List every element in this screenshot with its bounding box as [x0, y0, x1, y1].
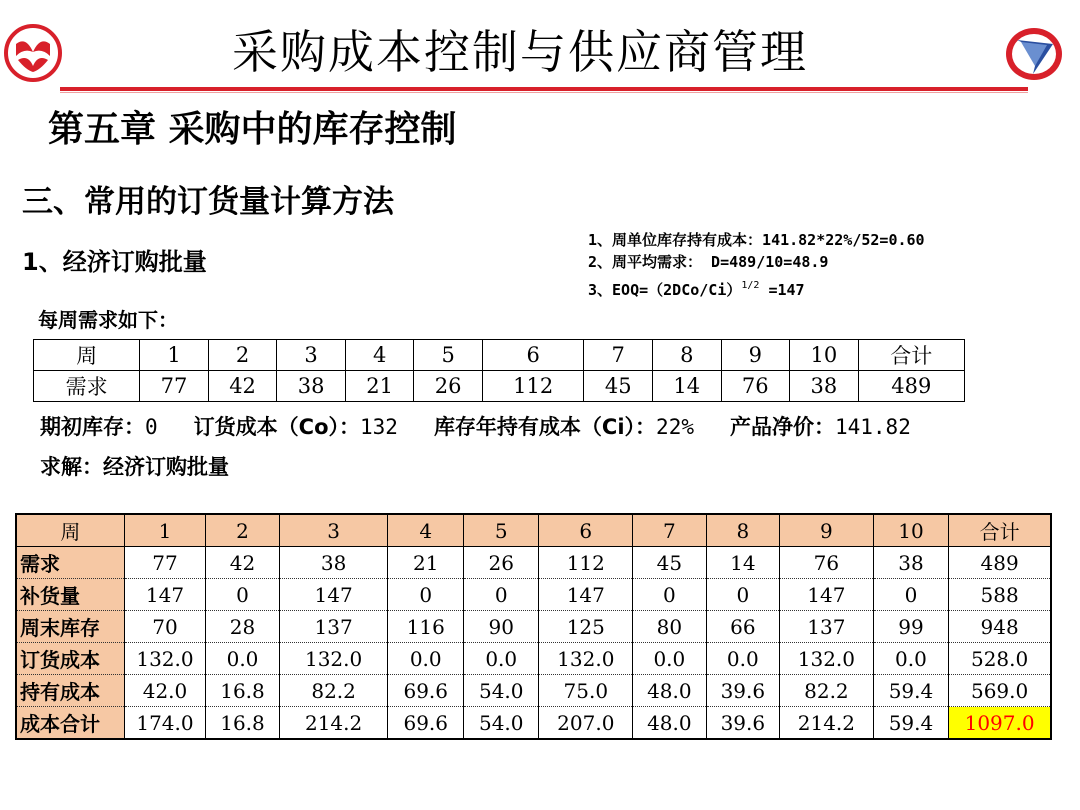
- result-table-cell: 59.4: [873, 675, 949, 707]
- demand-table-cell: 5: [414, 340, 483, 371]
- result-table-row-label: 成本合计: [16, 707, 124, 740]
- result-table-cell: 39.6: [706, 675, 779, 707]
- result-table-header-label: 周: [16, 514, 124, 547]
- holding-cost-label: 库存年持有成本（Ci）：: [433, 415, 657, 439]
- result-table-cell: 66: [706, 611, 779, 643]
- formula-eoq-exponent: 1/2: [741, 280, 760, 291]
- weekly-demand-label: 每周需求如下：: [38, 308, 178, 332]
- result-table-cell: 54.0: [463, 707, 539, 740]
- result-table-cell: 59.4: [873, 707, 949, 740]
- section-heading: 三、常用的订货量计算方法: [22, 184, 394, 220]
- demand-table-cell: 10: [790, 340, 859, 371]
- result-table-cell: 132.0: [279, 643, 388, 675]
- result-table-header-cell: 5: [463, 514, 539, 547]
- table-row: [16, 675, 1051, 707]
- order-cost-value: 132: [360, 415, 398, 439]
- result-table-cell: 207.0: [539, 707, 633, 740]
- result-table-cell: 214.2: [780, 707, 874, 740]
- demand-table-cell: 14: [653, 371, 722, 402]
- demand-table-cell: 112: [482, 371, 584, 402]
- result-table-cell: 147: [279, 579, 388, 611]
- total-cost-highlight-cell: 1097.0: [949, 707, 1051, 740]
- result-table-row-label: 订货成本: [16, 643, 124, 675]
- demand-table-row-label: 需求: [34, 371, 140, 402]
- header-divider-shadow: [60, 92, 1028, 93]
- table-row: [16, 611, 1051, 643]
- result-table-cell: 45: [633, 547, 706, 579]
- formula-holding-cost: 1、周单位库存持有成本：141.82*22%/52=0.60: [588, 231, 925, 249]
- result-table-cell: 0.0: [633, 643, 706, 675]
- result-table-cell: 82.2: [279, 675, 388, 707]
- table-row: [16, 643, 1051, 675]
- chapter-heading: 第五章 采购中的库存控制: [48, 108, 457, 150]
- result-table-cell: 948: [949, 611, 1051, 643]
- demand-table-cell: 2: [208, 340, 277, 371]
- result-table-header-cell: 2: [206, 514, 279, 547]
- formula-eoq-result: =147: [759, 281, 805, 299]
- result-table-cell: 76: [780, 547, 874, 579]
- order-cost-label: 订货成本（Co）：: [193, 415, 360, 439]
- result-table-cell: 147: [780, 579, 874, 611]
- result-table-header-cell: 3: [279, 514, 388, 547]
- result-table-cell: 48.0: [633, 675, 706, 707]
- result-table-cell: 137: [279, 611, 388, 643]
- result-table-cell: 174.0: [124, 707, 206, 740]
- result-table-cell: 21: [388, 547, 464, 579]
- demand-table-demand-row: [34, 371, 965, 402]
- demand-table-cell: 9: [721, 340, 790, 371]
- eoq-result-table: [15, 513, 1052, 740]
- result-table-cell: 0: [206, 579, 279, 611]
- result-table-cell: 42.0: [124, 675, 206, 707]
- demand-table-cell: 4: [345, 340, 414, 371]
- table-row: [16, 707, 1051, 740]
- result-table-header-cell: 1: [124, 514, 206, 547]
- result-table-cell: 569.0: [949, 675, 1051, 707]
- demand-table-cell: 8: [653, 340, 722, 371]
- weekly-demand-table: [33, 339, 965, 402]
- result-table-header-cell: 8: [706, 514, 779, 547]
- initial-inventory-value: 0: [145, 415, 158, 439]
- dongfeng-logo-icon: [4, 22, 62, 84]
- demand-table-cell: 77: [140, 371, 209, 402]
- holding-cost-value: 22%: [656, 415, 694, 439]
- result-table-cell: 42: [206, 547, 279, 579]
- table-row: [16, 579, 1051, 611]
- parameters-line: [40, 412, 911, 442]
- result-table-cell: 528.0: [949, 643, 1051, 675]
- demand-table-cell: 76: [721, 371, 790, 402]
- result-table-cell: 0.0: [463, 643, 539, 675]
- result-table-cell: 38: [279, 547, 388, 579]
- table-row: [16, 547, 1051, 579]
- result-table-header-cell: 合计: [949, 514, 1051, 547]
- result-table-header-cell: 6: [539, 514, 633, 547]
- initial-inventory-label: 期初库存：: [40, 415, 145, 439]
- demand-table-cell: 489: [858, 371, 964, 402]
- result-table-row-label: 持有成本: [16, 675, 124, 707]
- formula-eoq: [588, 276, 805, 300]
- result-table-cell: 132.0: [124, 643, 206, 675]
- result-table-cell: 99: [873, 611, 949, 643]
- result-table-header-row: [16, 514, 1051, 547]
- result-table-header-cell: 4: [388, 514, 464, 547]
- result-table-cell: 125: [539, 611, 633, 643]
- result-table-cell: 0.0: [706, 643, 779, 675]
- demand-table-cell: 38: [277, 371, 346, 402]
- result-table-cell: 80: [633, 611, 706, 643]
- result-table-cell: 0: [873, 579, 949, 611]
- demand-table-cell: 3: [277, 340, 346, 371]
- header-divider: [60, 87, 1028, 91]
- result-table-cell: 28: [206, 611, 279, 643]
- result-table-cell: 214.2: [279, 707, 388, 740]
- result-table-cell: 69.6: [388, 675, 464, 707]
- result-table-cell: 82.2: [780, 675, 874, 707]
- net-price-value: 141.82: [834, 415, 911, 439]
- result-table-cell: 75.0: [539, 675, 633, 707]
- page-title: 采购成本控制与供应商管理: [232, 25, 808, 79]
- solve-label: 求解：经济订购批量: [40, 455, 229, 479]
- demand-table-cell: 6: [482, 340, 584, 371]
- result-table-cell: 137: [780, 611, 874, 643]
- result-table-cell: 489: [949, 547, 1051, 579]
- result-table-cell: 0.0: [388, 643, 464, 675]
- result-table-row-label: 需求: [16, 547, 124, 579]
- demand-table-cell: 38: [790, 371, 859, 402]
- result-table-cell: 0: [633, 579, 706, 611]
- demand-table-cell: 45: [584, 371, 653, 402]
- result-table-cell: 112: [539, 547, 633, 579]
- demand-table-cell: 合计: [858, 340, 964, 371]
- result-table-cell: 132.0: [539, 643, 633, 675]
- formula-eoq-main: 3、EOQ=（2DCo/Ci）: [588, 281, 742, 299]
- result-table-header-cell: 10: [873, 514, 949, 547]
- result-table-cell: 38: [873, 547, 949, 579]
- result-table-cell: 0: [706, 579, 779, 611]
- net-price-label: 产品净价：: [729, 415, 835, 439]
- result-table-cell: 14: [706, 547, 779, 579]
- brand-emblem-icon: [1003, 24, 1065, 84]
- result-table-cell: 48.0: [633, 707, 706, 740]
- result-table-cell: 16.8: [206, 675, 279, 707]
- demand-table-cell: 42: [208, 371, 277, 402]
- result-table-cell: 0: [388, 579, 464, 611]
- result-table-cell: 39.6: [706, 707, 779, 740]
- demand-table-cell: 21: [345, 371, 414, 402]
- result-table-cell: 147: [124, 579, 206, 611]
- demand-table-cell: 7: [584, 340, 653, 371]
- result-table-row-label: 补货量: [16, 579, 124, 611]
- result-table-cell: 0: [463, 579, 539, 611]
- result-table-cell: 54.0: [463, 675, 539, 707]
- demand-table-cell: 26: [414, 371, 483, 402]
- result-table-cell: 77: [124, 547, 206, 579]
- formula-avg-demand: 2、周平均需求： D=489/10=48.9: [588, 253, 829, 271]
- result-table-header-cell: 9: [780, 514, 874, 547]
- result-table-header-cell: 7: [633, 514, 706, 547]
- result-table-cell: 16.8: [206, 707, 279, 740]
- result-table-cell: 26: [463, 547, 539, 579]
- result-table-cell: 132.0: [780, 643, 874, 675]
- result-table-cell: 147: [539, 579, 633, 611]
- result-table-cell: 116: [388, 611, 464, 643]
- demand-table-week-row: [34, 340, 965, 371]
- result-table-cell: 0.0: [206, 643, 279, 675]
- result-table-cell: 0.0: [873, 643, 949, 675]
- subsection-heading: 1、经济订购批量: [22, 248, 207, 276]
- demand-table-cell: 1: [140, 340, 209, 371]
- result-table-cell: 69.6: [388, 707, 464, 740]
- result-table-row-label: 周末库存: [16, 611, 124, 643]
- result-table-cell: 588: [949, 579, 1051, 611]
- result-table-cell: 90: [463, 611, 539, 643]
- result-table-cell: 70: [124, 611, 206, 643]
- demand-table-row-label: 周: [34, 340, 140, 371]
